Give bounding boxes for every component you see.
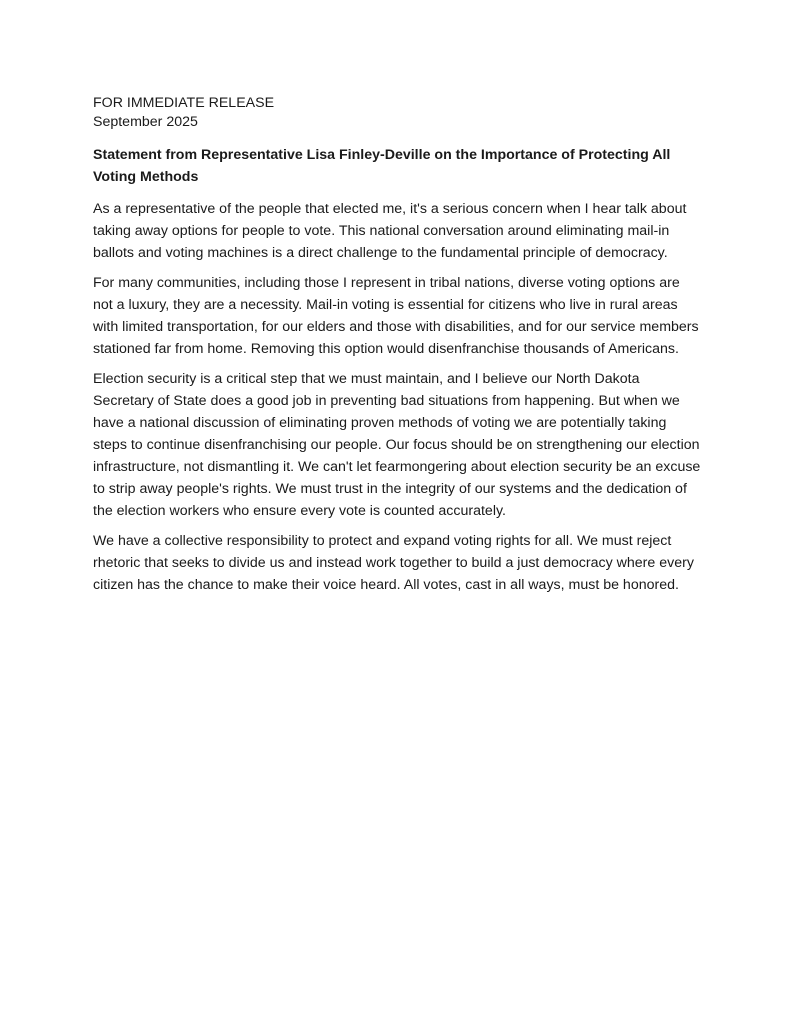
paragraph-3: Election security is a critical step that we must maintain, and I believe our North Dakota Secretary of State does a good job in preventing bad situations from happening. But when we have a national discussion of eliminating proven methods of voting we are potentially taking steps to continue disenfranchising our people. Our focus should be on strengthening our election infrastructure, not dismantling it. We can't let fearmongering about election security be an excuse to strip away people's rights. We must trust in the integrity of our systems and the dedication of the election workers who ensure every vote is counted accurately. <box>93 371 701 519</box>
paragraph-2: For many communities, including those I represent in tribal nations, diverse voting options are not a luxury, they are a necessity. Mail-in voting is essential for citizens who live in rural areas with limited transportation, for our elders and those with disabilities, and for our service members stationed far from home. Removing this option would disenfranchise thousands of Americans. <box>93 275 699 357</box>
paragraph-4: We have a collective responsibility to protect and expand voting rights for all. We must reject rhetoric that seeks to divide us and instead work together to build a just democracy where every citizen has the chance to make their voice heard. All votes, cast in all ways, must be honored. <box>93 533 694 593</box>
document-body <box>93 94 703 604</box>
statement-title: Statement from Representative Lisa Finley-Deville on the Importance of Protecting All Voting Methods <box>93 147 671 185</box>
release-header <box>93 94 703 132</box>
release-date: September 2025 <box>93 114 198 130</box>
release-label: FOR IMMEDIATE RELEASE <box>93 95 275 111</box>
paragraph-1: As a representative of the people that elected me, it's a serious concern when I hear talk about taking away options for people to vote. This national conversation around eliminating mail-in ballots and voting machines is a direct challenge to the fundamental principle of democracy. <box>93 201 687 261</box>
